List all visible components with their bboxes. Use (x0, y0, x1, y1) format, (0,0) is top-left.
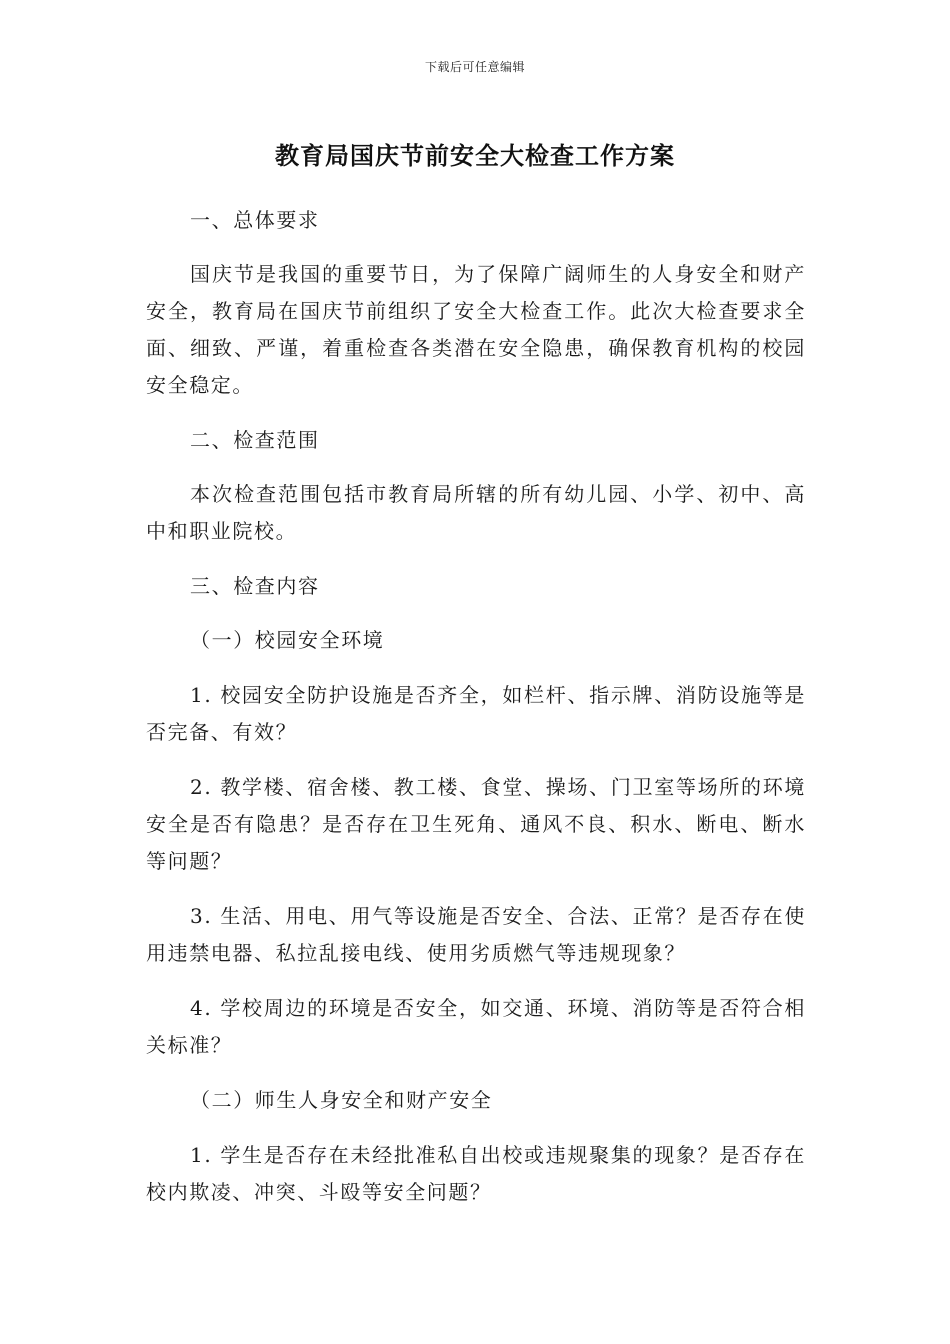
header-note: 下载后可任意编辑 (424, 60, 525, 74)
section-heading-scope: 二、检查范围 (190, 428, 320, 452)
list-item-campus-1: 1. 校园安全防护设施是否齐全，如栏杆、指示牌、消防设施等是否完备、有效？ (146, 683, 806, 744)
list-item-campus-4: 4. 学校周边的环境是否安全，如交通、环境、消防等是否符合相关标准？ (146, 996, 806, 1057)
document-title: 教育局国庆节前安全大检查工作方案 (275, 142, 675, 170)
subsection-heading-campus-environment: （一）校园安全环境 (190, 628, 385, 652)
list-item-safety-1: 1. 学生是否存在未经批准私自出校或违规聚集的现象？是否存在校内欺凌、冲突、斗殴等安全问题？ (146, 1143, 806, 1204)
paragraph-general-requirements: 国庆节是我国的重要节日，为了保障广阔师生的人身安全和财产安全，教育局在国庆节前组织了安全大检查工作。此次大检查要求全面、细致、严谨，着重检查各类潜在安全隐患，确保教育机构的校园安全稳定。 (146, 262, 806, 397)
section-heading-general-requirements: 一、总体要求 (190, 208, 320, 232)
paragraph-scope: 本次检查范围包括市教育局所辖的所有幼儿园、小学、初中、高中和职业院校。 (146, 482, 806, 543)
list-item-campus-2: 2. 教学楼、宿舍楼、教工楼、食堂、操场、门卫室等场所的环境安全是否有隐患？是否存在卫生死角、通风不良、积水、断电、断水等问题？ (146, 775, 806, 873)
list-item-campus-3: 3. 生活、用电、用气等设施是否安全、合法、正常？是否存在使用违禁电器、私拉乱接电线、使用劣质燃气等违规现象？ (146, 904, 806, 965)
document-body (146, 202, 806, 1229)
subsection-heading-personal-safety: （二）师生人身安全和财产安全 (190, 1088, 493, 1112)
section-heading-content: 三、检查内容 (190, 574, 320, 598)
